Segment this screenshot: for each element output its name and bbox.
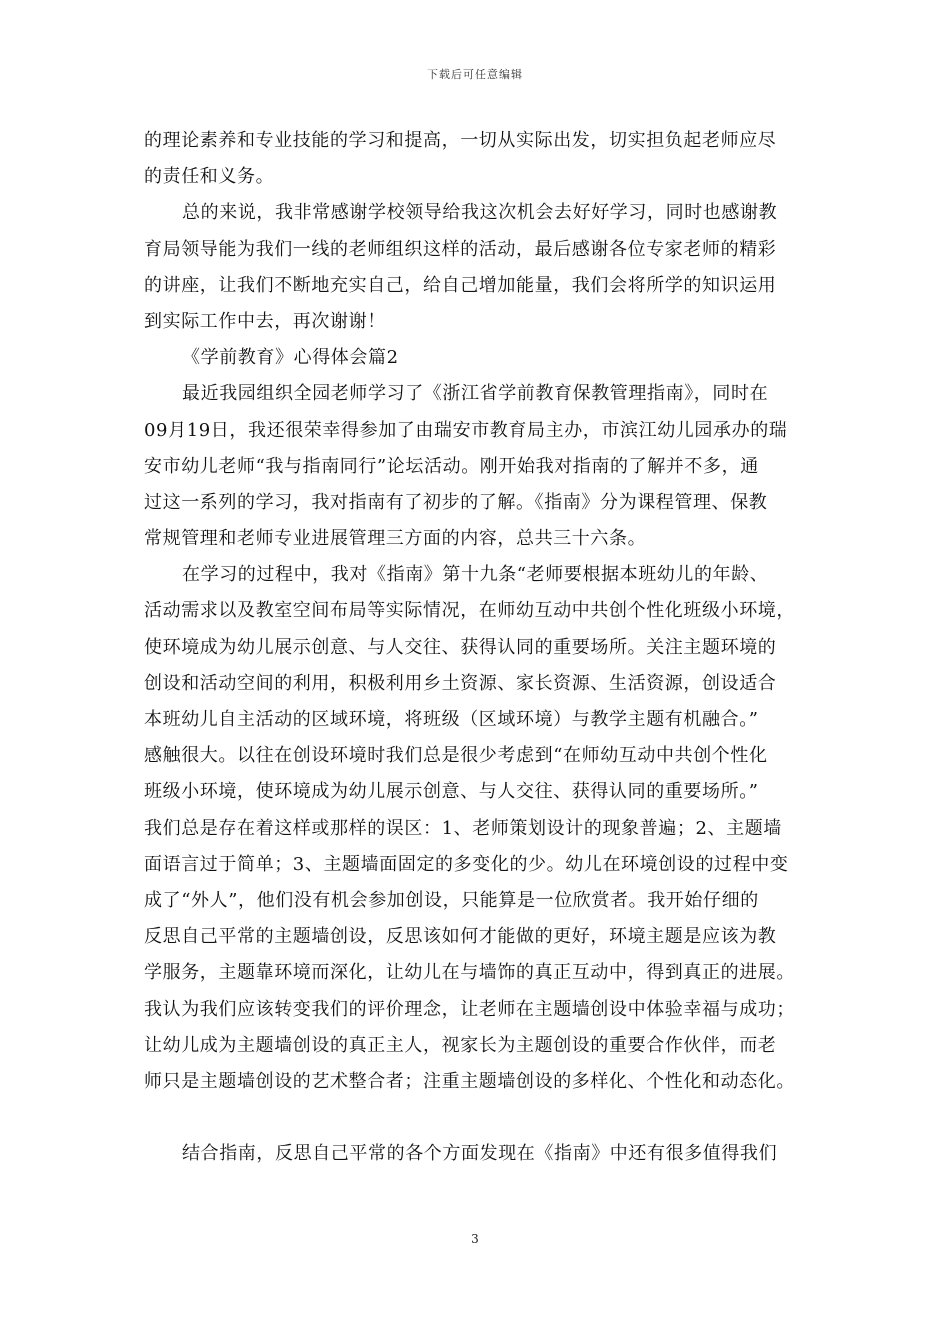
page-header-note: 下载后可任意编辑 — [427, 68, 523, 81]
body-line: 过这一系列的学习，我对指南有了初步的了解。《指南》分为课程管理、保教 — [144, 491, 768, 513]
body-line: 的讲座，让我们不断地充实自己，给自己增加能量，我们会将所学的知识运用 — [144, 274, 777, 296]
body-line: 的责任和义务。 — [144, 166, 275, 188]
body-line: 安市幼儿老师“我与指南同行”论坛活动。刚开始我对指南的了解并不多，通 — [144, 455, 759, 477]
body-line: 面语言过于简单；3、主题墙面固定的多变化的少。幼儿在环境创设的过程中变 — [144, 853, 789, 875]
body-line: 本班幼儿自主活动的区域环境，将班级（区域环境）与教学主题有机融合。” — [144, 709, 759, 730]
body-line: 的理论素养和专业技能的学习和提高，一切从实际出发，切实担负起老师应尽 — [144, 130, 777, 151]
paragraph-start-line: 在学习的过程中，我对《指南》第十九条“老师要根据本班幼儿的年龄、 — [182, 564, 769, 586]
body-line: 师只是主题墙创设的艺术整合者；注重主题墙创设的多样化、个性化和动态化。 — [144, 1070, 795, 1092]
body-line: 常规管理和老师专业进展管理三方面的内容，总共三十六条。 — [144, 528, 647, 550]
body-line: 育局领导能为我们一线的老师组织这样的活动，最后感谢各位专家老师的精彩 — [144, 238, 777, 260]
document-body — [144, 123, 824, 1172]
body-line: 班级小环境，使环境成为幼儿展示创意、与人交往、获得认同的重要场所。” — [144, 781, 759, 803]
body-line: 活动需求以及教室空间布局等实际情况，在师幼互动中共创个性化班级小环境， — [144, 600, 795, 622]
body-line: 到实际工作中去，再次谢谢！ — [144, 310, 386, 332]
body-line: 09月19日，我还很荣幸得参加了由瑞安市教育局主办，市滨江幼儿园承办的瑞 — [144, 419, 788, 441]
page-number: 3 — [471, 1232, 479, 1246]
paragraph-start-line: 结合指南，反思自己平常的各个方面发现在《指南》中还有很多值得我们 — [182, 1143, 778, 1165]
paragraph-start-line: 总的来说，我非常感谢学校领导给我这次机会去好好学习，同时也感谢教 — [182, 202, 778, 224]
paragraph-gap — [144, 1100, 824, 1136]
body-line: 感触很大。以往在创设环境时我们总是很少考虑到“在师幼互动中共创个性化 — [144, 745, 768, 767]
body-line: 我认为我们应该转变我们的评价理念，让老师在主题墙创设中体验幸福与成功； — [144, 998, 795, 1020]
body-line: 学服务，主题靠环境而深化，让幼儿在与墙饰的真正互动中，得到真正的进展。 — [144, 962, 795, 984]
section-heading: 《学前教育》心得体会篇2 — [182, 347, 399, 369]
body-line: 创设和活动空间的利用，积极利用乡土资源、家长资源、生活资源，创设适合 — [144, 672, 777, 694]
paragraph-start-line: 最近我园组织全园老师学习了《浙江省学前教育保教管理指南》，同时在 — [182, 383, 769, 405]
body-line: 让幼儿成为主题墙创设的真正主人，视家长为主题创设的重要合作伙伴，而老 — [144, 1034, 777, 1056]
body-line: 使环境成为幼儿展示创意、与人交往、获得认同的重要场所。关注主题环境的 — [144, 636, 777, 658]
body-line: 我们总是存在着这样或那样的误区：1、老师策划设计的现象普遍；2、主题墙 — [144, 817, 782, 839]
body-line: 反思自己平常的主题墙创设，反思该如何才能做的更好，环境主题是应该为教 — [144, 926, 777, 948]
body-line: 成了“外人”，他们没有机会参加创设，只能算是一位欣赏者。我开始仔细的 — [144, 889, 759, 911]
